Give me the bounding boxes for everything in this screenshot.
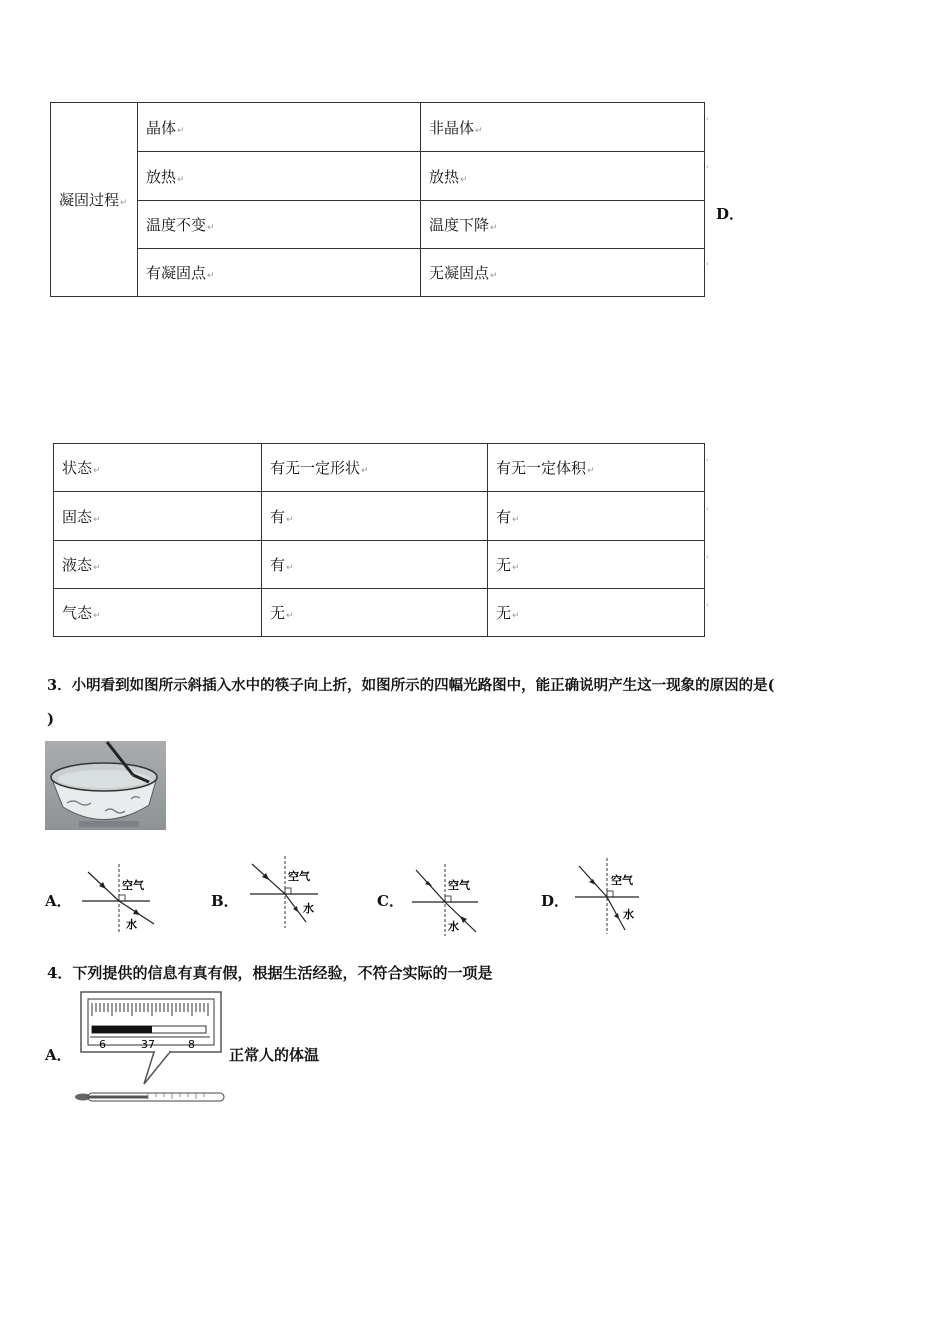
paragraph-mark: ↵: [512, 563, 520, 573]
paragraph-mark: ↵: [120, 198, 128, 208]
cell-text: 温度下降: [429, 216, 490, 234]
thermometer-diagram: [74, 990, 229, 1106]
air-label: 空气: [448, 879, 470, 892]
table-cell: [138, 152, 421, 201]
row-end-mark: ': [706, 262, 709, 272]
option-d-label-q3: D．: [541, 892, 570, 910]
cell-text: 有无一定形状: [270, 459, 361, 477]
paragraph-mark: ↵: [475, 125, 483, 136]
scale-label-8: 8: [188, 1038, 195, 1051]
light-path-diagram-b: [248, 856, 326, 928]
row-end-mark: ': [706, 165, 709, 175]
question-3-text: 3．小明看到如图所示斜插入水中的筷子向上折，如图所示的四幅光路图中，能正确说明产生这一现象的原因的是(: [47, 677, 775, 694]
cell-text: 有无一定体积: [496, 459, 587, 477]
cell-text: 有: [496, 507, 512, 526]
cell-text: 放热: [429, 167, 460, 186]
water-label: 水: [303, 902, 314, 915]
paragraph-mark: ↵: [93, 563, 101, 573]
light-path-diagram-d: [575, 858, 645, 934]
cell-text: 无: [496, 604, 512, 622]
air-label: 空气: [288, 870, 310, 883]
paragraph-mark: ↵: [93, 611, 101, 621]
table-cell: [138, 103, 421, 152]
water-label: 水: [126, 918, 137, 931]
cell-text: 温度不变: [146, 216, 207, 234]
paragraph-mark: ↵: [177, 125, 185, 136]
paragraph-mark: ↵: [361, 466, 369, 476]
table-header-cell: [262, 444, 488, 492]
paragraph-mark: ↵: [587, 466, 595, 476]
option-a-label-q4: A．: [45, 1046, 72, 1064]
cell-text: 液态: [62, 556, 93, 574]
table-cell: [421, 201, 705, 249]
paragraph-mark: ↵: [512, 514, 520, 525]
cell-text: 有凝固点: [146, 264, 207, 282]
question-3-text-cont: ): [47, 710, 55, 728]
cell-text: 放热: [146, 167, 177, 186]
solidification-table: [50, 102, 705, 297]
option-b-label: B．: [211, 892, 239, 910]
row-end-mark: ': [706, 507, 709, 517]
light-path-diagram-a: [82, 864, 160, 934]
paragraph-mark: ↵: [93, 514, 101, 525]
cell-text: 无: [270, 604, 286, 622]
row-end-mark: ': [706, 458, 709, 468]
table-cell: [54, 492, 262, 541]
paragraph-mark: ↵: [207, 223, 215, 233]
paragraph-mark: ↵: [512, 611, 520, 621]
paragraph-mark: ↵: [177, 174, 185, 185]
cell-text: 晶体: [146, 118, 177, 137]
paragraph-mark: ↵: [93, 466, 101, 476]
row-end-mark: ': [706, 603, 709, 613]
table-cell: [488, 541, 705, 589]
option-d-label: D．: [716, 205, 745, 223]
cell-text: 非晶体: [429, 118, 475, 137]
air-label: 空气: [611, 874, 633, 887]
table-cell: [138, 201, 421, 249]
table-cell: [421, 249, 705, 297]
option-a-text: 正常人的体温: [229, 1046, 320, 1064]
cell-text: 气态: [62, 604, 93, 622]
option-a-label: A．: [45, 892, 72, 910]
option-c-label: C．: [377, 892, 404, 910]
table-cell: [262, 492, 488, 541]
paragraph-mark: ↵: [286, 611, 294, 621]
paragraph-mark: ↵: [286, 514, 294, 525]
cell-text: 有: [270, 556, 286, 574]
paragraph-mark: ↵: [207, 271, 215, 281]
question-4-text: 4．下列提供的信息有真有假，根据生活经验，不符合实际的一项是: [47, 964, 493, 982]
table-cell: [138, 249, 421, 297]
row-end-mark: ': [706, 555, 709, 565]
cell-text: 有: [270, 507, 286, 526]
paragraph-mark: ↵: [490, 223, 498, 233]
table-cell: [262, 589, 488, 637]
table-cell: [54, 589, 262, 637]
states-table: [53, 443, 705, 637]
scale-label-6: 6: [99, 1038, 106, 1051]
paragraph-mark: ↵: [460, 174, 468, 185]
table-cell: [262, 541, 488, 589]
water-label: 水: [448, 920, 459, 933]
row-header-text: 凝固过程: [59, 191, 120, 209]
row-end-mark: ': [706, 117, 709, 127]
cell-text: 固态: [62, 507, 93, 526]
light-path-diagram-c: [412, 864, 490, 936]
paragraph-mark: ↵: [286, 563, 294, 573]
cell-text: 状态: [62, 459, 93, 477]
table-header-cell: [54, 444, 262, 492]
table-cell: [488, 492, 705, 541]
row-header-cell: [51, 103, 138, 297]
scale-label-37: 37: [141, 1038, 155, 1051]
cell-text: 无凝固点: [429, 264, 490, 282]
cell-text: 无: [496, 556, 512, 574]
table-cell: [488, 589, 705, 637]
table-cell: [54, 541, 262, 589]
water-label: 水: [623, 908, 634, 921]
table-cell: [421, 103, 705, 152]
paragraph-mark: ↵: [490, 271, 498, 281]
table-header-cell: [488, 444, 705, 492]
air-label: 空气: [122, 879, 144, 892]
table-cell: [421, 152, 705, 201]
chopstick-bowl-photo: [45, 741, 166, 830]
